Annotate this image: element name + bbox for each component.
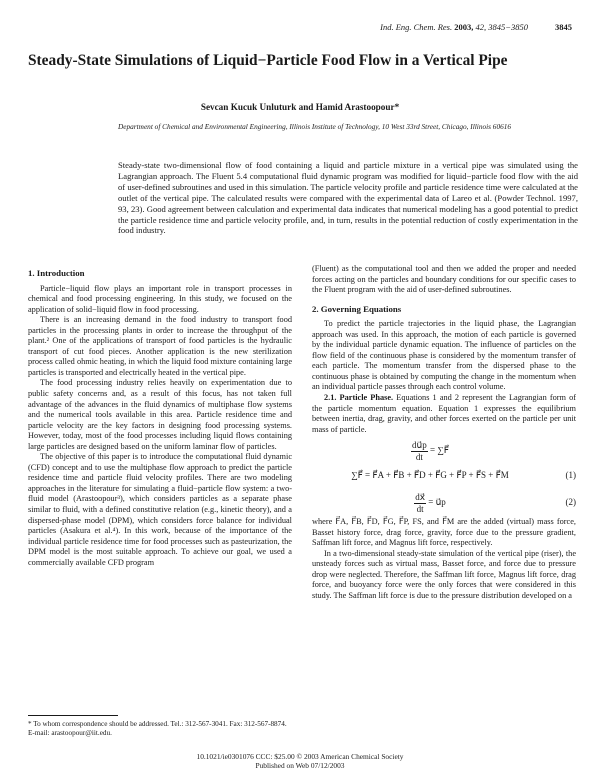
abstract: Steady-state two-dimensional flow of food containing a liquid and particle mixture in a vertical pipe was simulated using the Lagrangian approach. The Fluent 5.4 computational fluid dynamic program was modified for liquid−particle food flow with the aid of user-defined subroutines and used in this simulation. The particle velocity profile and particle residence time were calculated at the outlet of the vertical pipe. The calculated results were compared with the experimental data of Lareo et al. (Powder Technol. 1997, 93, 23). Good agreement between calculation and experimental data indicates that numerical modeling has a good potential to predict the particle residence time and particle velocity profile, and, in turn, results in the potential reduction of costly experimentation in the food industry. <box>118 160 578 236</box>
left-column <box>28 268 292 568</box>
eq1-body: ∑F⃗ = F⃗A + F⃗B + F⃗D + F⃗G + F⃗P + F⃗S + F⃗M <box>351 470 509 481</box>
particle-phase-paragraph <box>312 393 576 435</box>
equation-momentum <box>312 437 576 463</box>
governing-paragraph-1: To predict the particle trajectories in the liquid phase, the Lagrangian approach was used. In this approach, the motion of each particle is governed by the individual particle dynamic equation. The influence of particles on the flow field of the continuous phase is considered by the momentum transfer of each particle. The momentum transfer from the dispersed phase to the continuous phase is obtained by computing the change in the momentum when an individual particle passes through each control volume. <box>312 319 576 392</box>
intro-paragraph-2: There is an increasing demand in the food industry to transport food particles in the processing plants in order to increase the throughput of the plant.² One of the applications of transport of food particles is the hydraulic transport of cut food pieces. Another application is the new sterilization process called ohmic heating, in which the liquid food mixture containing large particles is transported and electrically heated in the vertical pipe. <box>28 315 292 377</box>
intro-paragraph-4: The objective of this paper is to introduce the computational fluid dynamic (CFD) concept and to use the multiphase flow approach to predict the particle residence time and particle fluid velocity profiles. There are two modeling approaches in the literature for simulating a fluid−particle flow system: a two-fluid model (Arastoopour³), which considers particles as a separate phase similar to fluid, with a defined constitutive relation (e.g., kinetic theory), and a dispersed-phase model (DPM), which considers force balance for individual particles (Asakura et al.⁴). In this work, because of the importance of the individual particle residence time for food processes such as pasteurization, the DPM model is the most suitable approach. To achieve our goal, we used a commercially available CFD program <box>28 452 292 567</box>
eq2-fraction: $\frac{dx⃗}{dt}$ <box>415 492 426 514</box>
authors: Sevcan Kucuk Unluturk and Hamid Arastoopour* <box>200 102 400 112</box>
published-line: Published on Web 07/12/2003 <box>255 761 345 771</box>
particle-phase-text: Equations 1 and 2 represent the Lagrangian form of the particle momentum equation. Equation 1 expresses the equilibrium between inertia, drag, gravity, and other forces exerted on the particle per unit mass of particle. <box>312 393 576 434</box>
page-number: 3845 <box>555 22 572 32</box>
right-paragraph-last: In a two-dimensional steady-state simulation of the vertical pipe (riser), the unsteady forces such as virtual mass, Basset force, and force due to pressure drop were neglected. Therefore, the Saffman lift force, Magnus lift force, drag force, and buoyancy force were the only forces that were considered in this study. The Saffman lift force is due to the pressure distribution developed on a <box>312 548 576 601</box>
section-heading-governing-equations: 2. Governing Equations <box>312 303 402 314</box>
section-heading-introduction: 1. Introduction <box>28 268 85 278</box>
intro-paragraph-1: Particle−liquid flow plays an important role in transport processes in chemical and food processing engineering. In this study, we focused on the application of solid−liquid flow in food processing. <box>28 283 292 314</box>
footnote-rule <box>28 715 118 716</box>
right-paragraph-continued: (Fluent) as the computational tool and then we added the proper and needed forces acting on the particles and boundary conditions for our specific cases to the Fluent program with the aid of user-defined subroutines. <box>312 264 576 295</box>
eq0-fraction: $\frac{du⃗p}{dt}$ <box>412 440 427 462</box>
eq0-rhs: = ∑F⃗ <box>430 445 449 456</box>
eq1-number: (1) <box>565 470 576 481</box>
correspondence-footnote: * To whom correspondence should be addressed. Tel.: 312-567-3041. Fax: 312-567-8874. E-mail: arastoopour@iit.edu. <box>28 720 287 738</box>
forces-definition-paragraph: where F⃗A, F⃗B, F⃗D, F⃗G, F⃗P, FS, and F⃗M are the added (virtual) mass force, Basset history force, drag force, gravity, force due to the pressure gradient, Saffman lift force, and Magnus lift force, respectively. <box>312 517 576 548</box>
equation-2 <box>312 489 576 515</box>
equation-1 <box>312 465 576 487</box>
bottom-publication-info <box>0 752 600 770</box>
intro-paragraph-3: The food processing industry relies heavily on experimentation due to public safety concerns and, as a result of this focus, has not taken full advantage of the advances in the fluid dynamics of multiphase flow systems and the numerical tools available in this area. Particle residence time and particle velocity are the key factors in designing food processing systems. However, today, most of the food processes including liquid flows containing large particles are designed based on the uniform laminar flow of particles. <box>28 378 292 451</box>
running-head <box>28 22 572 34</box>
eq2-rhs: = u⃗p <box>428 497 446 508</box>
doi-line: 10.1021/ie0301076 CCC: $25.00 © 2003 American Chemical Society <box>196 752 404 761</box>
right-column <box>312 264 576 602</box>
journal-citation: Ind. Eng. Chem. Res. 2003, 42, 3845−3850 <box>380 22 528 32</box>
eq2-number: (2) <box>565 497 576 508</box>
paper-title: Steady-State Simulations of Liquid−Particle Food Flow in a Vertical Pipe <box>28 52 508 69</box>
affiliation: Department of Chemical and Environmental Engineering, Illinois Institute of Technology, 10 West 33rd Street, Chicago, Illinois 60616 <box>118 122 512 131</box>
subsection-heading-particle-phase: 2.1. Particle Phase. <box>324 393 394 403</box>
